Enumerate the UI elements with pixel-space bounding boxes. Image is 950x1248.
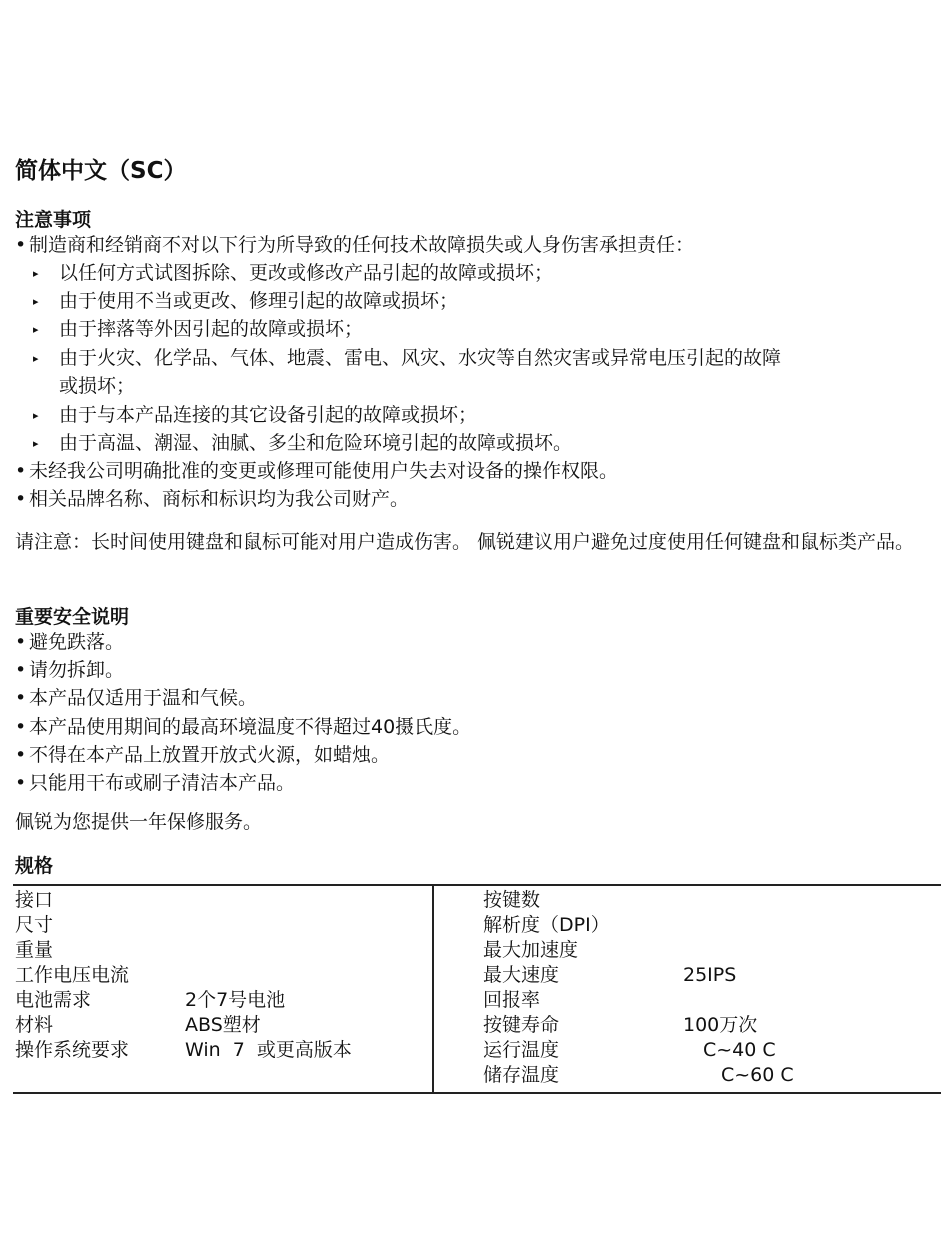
triangle-bullet-icon: ▸ [33, 323, 39, 336]
bullet-icon: • [15, 631, 27, 653]
safety-item-text: 只能用干布或刷子清洁本产品。 [29, 772, 296, 794]
safety-item [15, 769, 295, 797]
spec-label: 接口 [15, 889, 54, 911]
spec-label: 材料 [15, 1014, 54, 1036]
spec-label: 操作系统要求 [15, 1039, 130, 1061]
bullet-icon: • [15, 488, 27, 510]
notice-subitem-text: 由于火灾、化学品、气体、地震、雷电、风灾、水灾等自然灾害或异常电压引起的故障 [59, 347, 782, 369]
spec-label: 按键数 [483, 889, 541, 911]
notice-subitem-text: 由于与本产品连接的其它设备引起的故障或损坏； [59, 404, 478, 426]
triangle-bullet-icon: ▸ [33, 437, 39, 450]
bullet-icon: • [15, 687, 27, 709]
spec-label: 回报率 [483, 989, 541, 1011]
spec-value: 25IPS [683, 964, 737, 986]
spec-label: 解析度（DPI） [483, 914, 610, 936]
specs-heading: 规格 [15, 855, 54, 877]
spec-label: 重量 [15, 939, 54, 961]
safety-item-text: 本产品仅适用于温和气候。 [29, 687, 258, 709]
triangle-bullet-icon: ▸ [33, 409, 39, 422]
spec-value: C~40 C [703, 1039, 776, 1061]
safety-item [15, 684, 257, 712]
safety-heading: 重要安全说明 [15, 606, 130, 628]
spec-label: 按键寿命 [483, 1014, 560, 1036]
safety-item-text: 不得在本产品上放置开放式火源，如蜡烛。 [29, 744, 391, 766]
notice-bullet-2-text: 未经我公司明确批准的变更或修理可能使用户失去对设备的操作权限。 [29, 460, 619, 482]
notice-subitem [33, 401, 477, 429]
notice-bullet-3 [15, 485, 409, 513]
notice-bullet-1 [15, 231, 694, 259]
triangle-bullet-icon: ▸ [33, 267, 39, 280]
specs-column-divider [432, 886, 434, 1092]
safety-item-text: 避免跌落。 [29, 631, 125, 653]
notice-subitem-text: 以任何方式试图拆除、更改或修改产品引起的故障或损坏； [59, 262, 554, 284]
notice-bullet-1-text: 制造商和经销商不对以下行为所导致的任何技术故障损失或人身伤害承担责任： [29, 234, 695, 256]
triangle-bullet-icon: ▸ [33, 295, 39, 308]
spec-label: 电池需求 [15, 989, 92, 1011]
spec-value: Win 7 或更高版本 [185, 1039, 352, 1061]
spec-label: 尺寸 [15, 914, 54, 936]
spec-value: 2个7号电池 [185, 989, 286, 1011]
spec-label: 最大速度 [483, 964, 560, 986]
safety-item-text: 请勿拆卸。 [29, 659, 125, 681]
bullet-icon: • [15, 744, 27, 766]
notice-subitem-continuation: 或损坏； [59, 375, 136, 397]
safety-item-text: 本产品使用期间的最高环境温度不得超过40摄氏度。 [29, 716, 472, 738]
bullet-icon: • [15, 234, 27, 256]
safety-item [15, 713, 471, 741]
spec-label: 最大加速度 [483, 939, 579, 961]
spec-value: ABS塑材 [185, 1014, 261, 1036]
warranty-text: 佩锐为您提供一年保修服务。 [15, 811, 263, 833]
safety-item [15, 628, 124, 656]
safety-item [15, 656, 124, 684]
warning-paragraph: 请注意：长时间使用键盘和鼠标可能对用户造成伤害。 佩锐建议用户避免过度使用任何键盘和鼠标类产品。 [15, 531, 915, 553]
bullet-icon: • [15, 659, 27, 681]
notice-subitem [33, 344, 781, 372]
notice-heading: 注意事项 [15, 209, 92, 231]
notice-subitem [33, 287, 458, 315]
bullet-icon: • [15, 460, 27, 482]
notice-subitem-text: 由于摔落等外因引起的故障或损坏； [59, 318, 364, 340]
specs-table [13, 884, 941, 1094]
notice-bullet-2 [15, 457, 618, 485]
page-title: 简体中文（SC） [15, 158, 187, 184]
spec-label: 工作电压电流 [15, 964, 130, 986]
notice-subitem-text: 由于高温、潮湿、油腻、多尘和危险环境引起的故障或损坏。 [59, 432, 573, 454]
spec-label: 储存温度 [483, 1064, 560, 1086]
notice-subitem [33, 429, 572, 457]
notice-bullet-3-text: 相关品牌名称、商标和标识均为我公司财产。 [29, 488, 410, 510]
triangle-bullet-icon: ▸ [33, 352, 39, 365]
safety-item [15, 741, 390, 769]
bullet-icon: • [15, 716, 27, 738]
spec-label: 运行温度 [483, 1039, 560, 1061]
spec-value: 100万次 [683, 1014, 758, 1036]
notice-subitem [33, 315, 363, 343]
notice-subitem-text: 由于使用不当或更改、修理引起的故障或损坏； [59, 290, 459, 312]
bullet-icon: • [15, 772, 27, 794]
notice-subitem [33, 259, 553, 287]
spec-value: C~60 C [721, 1064, 794, 1086]
